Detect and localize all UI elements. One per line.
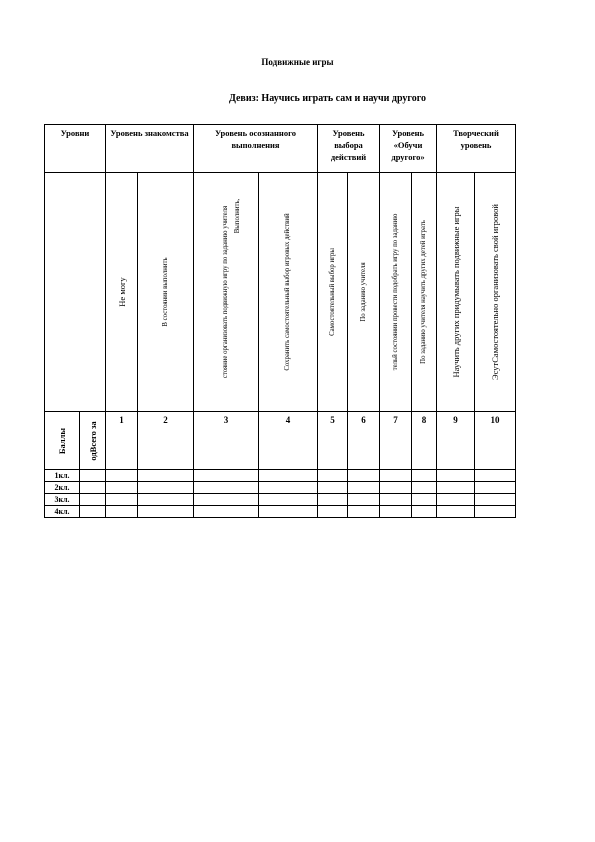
sub-can-do: В состоянии выполнить (138, 173, 194, 412)
grade-label: 3кл. (45, 494, 80, 506)
col-num: 5 (318, 412, 348, 470)
sub-cannot: Не могу (106, 173, 138, 412)
sub-teach-others: По заданию учителя научить других детей играть (412, 173, 437, 412)
col-num: 3 (194, 412, 259, 470)
table-row (45, 470, 516, 482)
header-teach: Уровень «Обучи другого» (380, 125, 437, 173)
page-title: Подвижные игры (261, 57, 334, 67)
header-conscious: Уровень осознанного выполнения (194, 125, 318, 173)
sub-organize: стояние организовать подвижную игру по заданию учителя Выполнить, (194, 173, 259, 412)
header-levels: Уровни (45, 125, 106, 173)
header-choice: Уровень выбора действий (318, 125, 380, 173)
col-num: 8 (412, 412, 437, 470)
sub-self-choice-game: Самостоятельный выбор игры (318, 173, 348, 412)
col-num: 4 (259, 412, 318, 470)
col-num: 6 (348, 412, 380, 470)
col-num: 9 (437, 412, 475, 470)
grade-label: 2кл. (45, 482, 80, 494)
col-num: 7 (380, 412, 412, 470)
table-row (45, 494, 516, 506)
table-row (45, 482, 516, 494)
col-num: 1 (106, 412, 138, 470)
header-acquaint: Уровень знакомства (106, 125, 194, 173)
sub-self-organize: ЭсутСамостоятельно организовать свой игровой (475, 173, 516, 412)
sub-invent: Научить других придумывать подвижные игры (437, 173, 475, 412)
header-creative: Творческий уровень (437, 125, 516, 173)
grade-label: 1кл. (45, 470, 80, 482)
total-label: одВсего за (80, 412, 106, 470)
points-label: Баллы (45, 412, 80, 470)
motto: Девиз: Научись играть сам и научи другого (228, 93, 427, 104)
sub-conduct: тельй состоянии провести подобрать игру по заданию (380, 173, 412, 412)
sub-by-task: По заданию учителя (348, 173, 380, 412)
col-num: 2 (138, 412, 194, 470)
col-num: 10 (475, 412, 516, 470)
header-empty (45, 173, 106, 412)
assessment-table (44, 124, 516, 518)
table-row (45, 506, 516, 518)
sub-self-choice-actions: Сохранить самостоятельный выбор игровых действий (259, 173, 318, 412)
grade-label: 4кл. (45, 506, 80, 518)
